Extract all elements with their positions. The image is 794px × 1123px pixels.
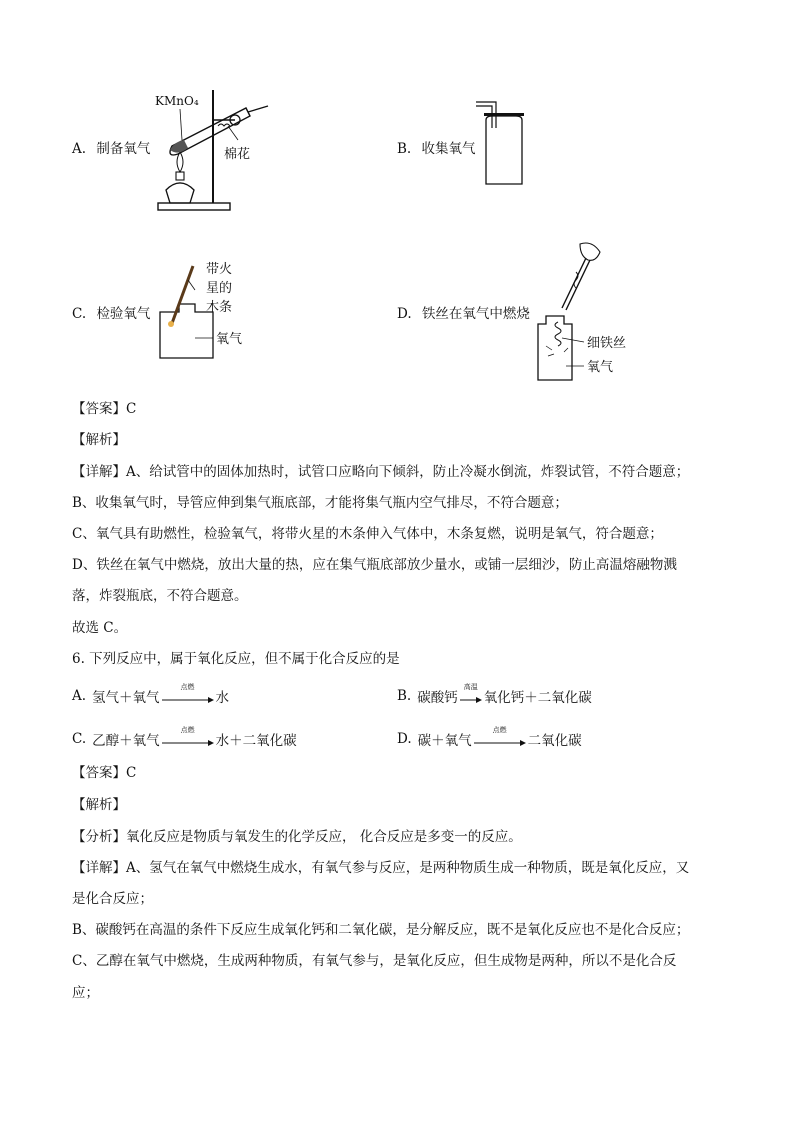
q6-option-b-right: 氧化钙＋二氧化碳 <box>483 690 592 706</box>
q6-option-a-letter: A. <box>72 688 87 704</box>
q6-line-6: 应； <box>72 985 99 1001</box>
q5-line-3: C、氧气具有助燃性，检验氧气，将带火星的木条伸入气体中，木条复燃，说明是氧气，符合题意； <box>72 526 663 542</box>
reaction-arrow <box>162 683 214 703</box>
q5-line-4: D、铁丝在氧气中燃烧，放出大量的热，应在集气瓶底部放少量水，或铺一层细沙，防止高温熔融物溅 <box>72 557 677 573</box>
option-a <box>72 137 150 157</box>
oxygen-label-c: 氧气 <box>216 332 243 347</box>
q6-option-b <box>397 683 592 706</box>
q5-analysis-title: 【解析】 <box>72 432 126 448</box>
kmno4-label: KMnO₄ <box>155 94 199 108</box>
reaction-condition: 点燃 <box>180 726 195 734</box>
q6-option-d-letter: D. <box>397 731 412 747</box>
q6-option-d-right: 二氧化碳 <box>527 733 582 749</box>
q5-line-2: B、收集氧气时，导管应伸到集气瓶底部，才能将集气瓶内空气排尽，不符合题意； <box>72 495 568 511</box>
diagram-oxygen-preparation <box>150 90 275 215</box>
option-a-text: 制备氧气 <box>96 141 151 157</box>
splint-label-3: 木条 <box>206 300 233 315</box>
q5-line-5: 落，炸裂瓶底，不符合题意。 <box>72 588 248 604</box>
reaction-condition: 点燃 <box>492 726 507 734</box>
q6-line-3: 是化合反应； <box>72 891 153 907</box>
option-a-letter: A. <box>72 141 87 157</box>
option-c <box>72 302 150 322</box>
q6-option-a-left: 氢气＋氧气 <box>92 690 160 706</box>
splint-label-2: 星的 <box>206 281 233 296</box>
option-b-text: 收集氧气 <box>421 141 476 157</box>
diagram-oxygen-test <box>155 262 270 362</box>
oxygen-label-d: 氧气 <box>587 360 614 375</box>
reaction-condition: 高温 <box>463 683 478 691</box>
diagram-iron-wire-burning <box>530 238 645 383</box>
q6-option-c-letter: C. <box>72 731 87 747</box>
option-d <box>397 302 530 322</box>
q6-option-c-left: 乙醇＋氧气 <box>92 733 160 749</box>
option-b-letter: B. <box>397 141 412 157</box>
reaction-arrow <box>474 726 526 746</box>
q6-analysis-title: 【解析】 <box>72 797 126 813</box>
q6-option-c-right: 水＋二氧化碳 <box>215 733 297 749</box>
iron-wire-label: 细铁丝 <box>587 336 627 351</box>
q6-option-a <box>72 683 230 706</box>
q6-line-4: B、碳酸钙在高温的条件下反应生成氧化钙和二氧化碳，是分解反应，既不是氧化反应也不是化合反应； <box>72 922 690 938</box>
reaction-condition: 点燃 <box>180 683 195 691</box>
q6-answer: 【答案】C <box>72 765 137 781</box>
diagram-gas-collection <box>474 98 534 190</box>
cotton-label: 棉花 <box>224 147 251 162</box>
q5-line-6: 故选 C。 <box>72 620 128 636</box>
option-d-letter: D. <box>397 306 412 322</box>
reaction-arrow <box>162 726 214 746</box>
q6-stem: 6. 下列反应中，属于氧化反应，但不属于化合反应的是 <box>72 651 400 667</box>
option-b <box>397 137 476 157</box>
q6-line-1: 【分析】氧化反应是物质与氧发生的化学反应， 化合反应是多变一的反应。 <box>72 829 522 845</box>
q6-option-d <box>397 726 582 749</box>
q6-option-b-letter: B. <box>397 688 412 704</box>
q6-line-5: C、乙醇在氧气中燃烧，生成两种物质，有氧气参与，是氧化反应，但生成物是两种，所以不是化合反 <box>72 953 677 969</box>
q5-line-1: 【详解】A、给试管中的固体加热时，试管口应略向下倾斜，防止冷凝水倒流，炸裂试管，不符合题意； <box>72 464 690 480</box>
q6-line-2: 【详解】A、氢气在氧气中燃烧生成水，有氧气参与反应，是两种物质生成一种物质，既是氧化反应，又 <box>72 860 690 876</box>
q5-answer: 【答案】C <box>72 401 137 417</box>
q6-option-b-left: 碳酸钙 <box>417 690 458 706</box>
splint-label-1: 带火 <box>206 262 233 277</box>
q6-option-c <box>72 726 297 749</box>
option-d-text: 铁丝在氧气中燃烧 <box>421 306 530 322</box>
option-c-letter: C. <box>72 306 87 322</box>
q6-option-d-left: 碳＋氧气 <box>417 733 472 749</box>
q6-option-a-right: 水 <box>215 690 230 706</box>
option-c-text: 检验氧气 <box>96 306 151 322</box>
reaction-arrow <box>460 683 482 703</box>
